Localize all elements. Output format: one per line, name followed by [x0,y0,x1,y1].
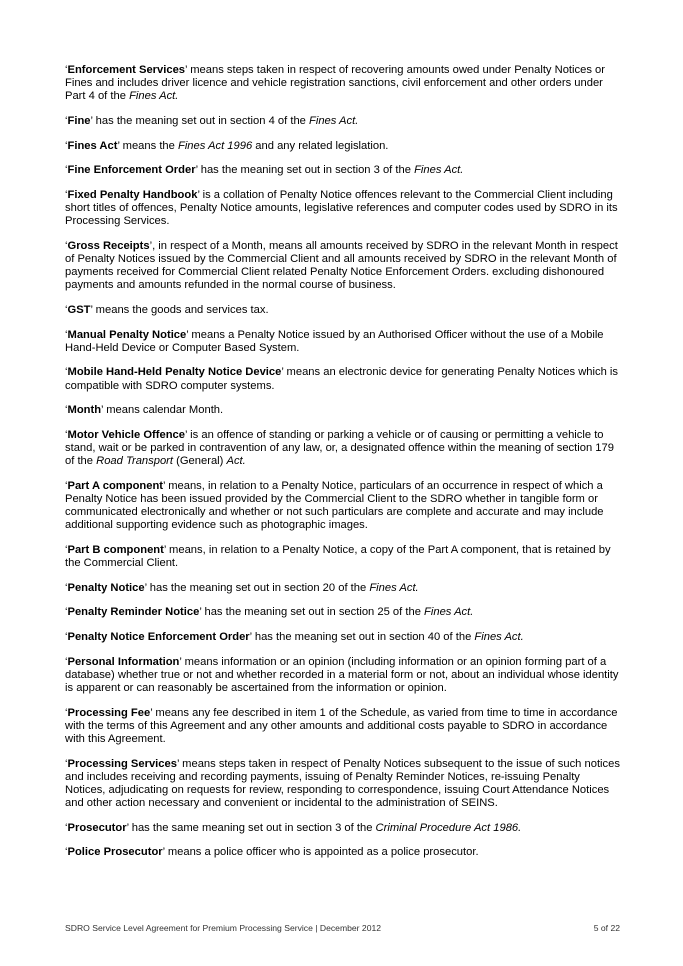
defined-term: Penalty Reminder Notice [67,606,200,619]
defined-term: Part B component [67,543,164,556]
definition-text: ’ means information or an opinion (including information or an opinion forming part of a database) whether true or not and whether recorded in a material form or not, about an individual whose identity is apparent or can reasonably be ascertained from the information or opinion. [65,655,619,694]
definition-text: ‘ [65,581,68,594]
definition-text: ’ has the meaning set out in section 25 of the [199,606,425,619]
definition-paragraph [65,606,620,619]
definition-paragraph [65,366,620,392]
definition-text: ’ means calendar Month. [101,404,224,417]
definition-text: ‘ [65,164,68,177]
definition-text: ‘ [65,606,68,619]
definition-text: ’ has the meaning set out in section 40 of the [249,630,475,643]
definition-text: ’ means a Penalty Notice issued by an Authorised Officer without the use of a Mobile Hand-Held Device or Computer Based System. [65,328,604,354]
definition-text: ‘ [65,543,68,556]
defined-term: Prosecutor [67,821,127,834]
definition-paragraph [65,329,620,355]
defined-term: Mobile Hand-Held Penalty Notice Device [67,366,282,379]
act-reference: Fines Act. [474,630,524,643]
definition-text: and any related legislation. [252,139,389,152]
definition-paragraph [65,140,620,153]
definition-text: ’ means any fee described in item 1 of the Schedule, as varied from time to time in accordance with the terms of this Agreement and any other amounts and additional costs payable to SDRO in accordance with this Agreement. [65,706,618,745]
definition-text: ’ is a collation of Penalty Notice offences relevant to the Commercial Client including short titles of offences, Penalty Notice amounts, legislative references and computer codes used by SDRO in its Processing Services. [65,188,618,228]
definition-text: ‘ [65,139,68,152]
act-reference: Fines Act. [414,164,464,177]
definition-paragraph [65,404,620,417]
definition-text: ‘ [65,846,68,859]
definition-paragraph [65,429,620,469]
definition-text: ’ has the meaning set out in section 3 of the [195,164,415,177]
definition-text: ‘ [65,757,68,770]
definition-text: ’ means steps taken in respect of recovering amounts owed under Penalty Notices or Fines and includes driver licence and vehicle registration sanctions, civil enforcement and other orders under Part 4 of the [65,64,605,103]
definition-text: ’ means a police officer who is appointed as a police prosecutor. [162,846,479,859]
definition-text: (General) [173,455,227,468]
defined-term: Part A component [67,479,164,492]
definition-text: ’ has the meaning set out in section 4 of the [90,115,309,127]
defined-term: Motor Vehicle Offence [67,428,185,441]
defined-term: Penalty Notice [67,581,145,594]
definition-paragraph [65,240,620,293]
act-reference: Road Transport [96,455,174,468]
definition-paragraph [65,544,620,570]
definition-text: ‘ [65,115,68,127]
definition-text: ‘ [65,479,68,492]
definition-text: ‘ [65,404,68,417]
definition-paragraph [65,758,620,811]
definition-paragraph [65,656,620,696]
defined-term: Enforcement Services [67,64,186,76]
definition-text: ‘ [65,630,68,643]
defined-term: Police Prosecutor [67,846,163,859]
definition-text: ’ means the goods and services tax. [90,303,269,316]
defined-term: Processing Fee [67,706,151,719]
definition-text: ’ has the same meaning set out in section 3 of the [126,821,376,834]
defined-term: Manual Penalty Notice [67,328,187,341]
definition-text: ‘ [65,821,68,834]
definition-paragraph [65,582,620,595]
definition-paragraph [65,304,620,317]
defined-term: Fine Enforcement Order [67,164,196,177]
defined-term: Processing Services [67,757,177,770]
act-reference: Fines Act 1996 [177,139,253,152]
definition-paragraph [65,707,620,747]
definition-text: ‘ [65,655,68,668]
defined-term: Personal Information [67,655,180,668]
act-reference: Act. [226,455,246,468]
act-reference: Fines Act. [369,581,419,594]
defined-term: Month [67,404,102,417]
defined-term: GST [67,303,91,316]
footer-title: SDRO Service Level Agreement for Premium Processing Service | December 2012 [65,923,382,933]
definition-paragraph [65,846,620,859]
definition-text: ’ means, in relation to a Penalty Notice, particulars of an occurrence in respect of which a Penalty Notice has been issued provided by the Commercial Client to the SDRO whether in tangible form or communicated electronically and whether or not such particulars are complete and accurate and may include additional supporting evidence such as photographic images. [65,479,604,532]
definition-text: ‘ [65,64,68,76]
definition-paragraph [65,822,620,835]
definition-text: ‘ [65,328,68,341]
definition-paragraph [65,631,620,644]
act-reference: Fines Act. [424,606,474,619]
page-footer [65,923,620,933]
definition-text: ‘ [65,706,68,719]
definition-text: ‘ [65,239,68,252]
definition-paragraph [65,115,620,128]
definition-text: ’ has the meaning set out in section 20 of the [144,581,370,594]
page-number: 5 of 22 [593,923,620,933]
definition-text: ’ means the [117,139,178,152]
defined-term: Fixed Penalty Handbook [67,188,198,201]
definition-paragraph [65,480,620,533]
act-reference: Fines Act. [129,90,179,103]
definition-text: ’ means an electronic device for generating Penalty Notices which is compatible with SDRO computer systems. [65,366,618,392]
definition-text: ‘ [65,188,68,201]
defined-term: Gross Receipts [67,239,150,252]
definition-text: ’ means steps taken in respect of Penalty Notices subsequent to the issue of such notices and includes receiving and recording payments, issuing of Penalty Reminder Notices, re-issuing Penalty Notices, adjudicating on requests for review, responding to correspondence, issuing Court Attendance Notices and other action necessary and convenient or incidental to the administration of SEINS. [65,757,620,810]
definition-paragraph [65,164,620,177]
defined-term: Fine [67,115,91,127]
definition-text: ‘ [65,428,68,441]
document-body [65,64,620,871]
definition-text: ’ means, in relation to a Penalty Notice, a copy of the Part A component, that is retained by the Commercial Client. [65,543,611,570]
definition-text: ‘ [65,303,68,316]
definition-text: ’, in respect of a Month, means all amounts received by SDRO in the relevant Month in respect of Penalty Notices issued by the Commercial Client and all amounts received by SDRO in the relevant Month of payments received for Commercial Client related Penalty Notice Enforcement Orders. excluding dishonoured payments and amounts refunded in the normal course of business. [65,239,618,292]
defined-term: Fines Act [67,139,118,152]
act-reference: Fines Act. [309,115,359,127]
definition-text: ’ is an offence of standing or parking a vehicle or of causing or permitting a vehicle to stand, wait or be parked in contravention of any law, or, a designated offence within the meaning of section 179 of the [65,428,614,468]
definition-paragraph [65,64,620,104]
defined-term: Penalty Notice Enforcement Order [67,630,250,643]
definition-paragraph [65,189,620,229]
act-reference: Criminal Procedure Act 1986. [375,821,522,834]
definition-text: ‘ [65,366,68,379]
